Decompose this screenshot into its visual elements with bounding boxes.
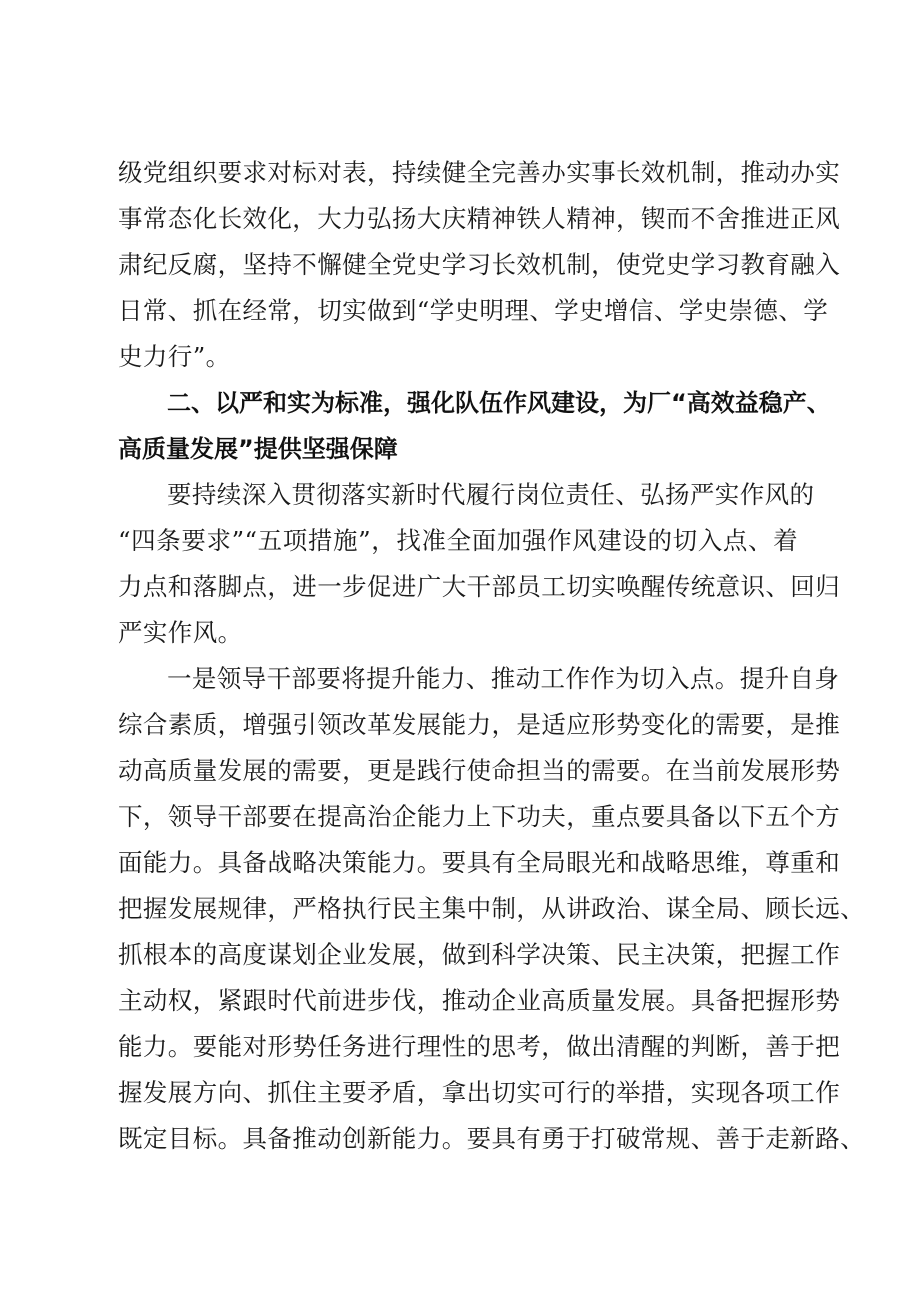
body-line: 既定目标。具备推动创新能力。要具有勇于打破常规、善于走新路、 [118, 1124, 865, 1153]
body-line: 抓根本的高度谋划企业发展，做到科学决策、民主决策，把握工作 [118, 940, 841, 969]
body-line: “四条要求”“五项措施”，找准全面加强作风建设的切入点、着 [118, 526, 798, 555]
body-line: 要持续深入贯彻落实新时代履行岗位责任、弘扬严实作风的 [167, 480, 815, 509]
body-line: 把握发展规律，严格执行民主集中制，从讲政治、谋全局、顾长远、 [118, 894, 865, 923]
body-line: 综合素质，增强引领改革发展能力，是适应形势变化的需要，是推 [118, 710, 841, 739]
body-line: 主动权，紧跟时代前进步伐，推动企业高质量发展。具备把握形势 [118, 986, 841, 1015]
body-line: 史力行”。 [118, 342, 231, 371]
body-line: 面能力。具备战略决策能力。要具有全局眼光和战略思维，尊重和 [118, 848, 841, 877]
body-line: 能力。要能对形势任务进行理性的思考，做出清醒的判断，善于把 [118, 1032, 841, 1061]
body-line: 力点和落脚点，进一步促进广大干部员工切实唤醒传统意识、回归 [118, 572, 841, 601]
section-heading-line: 高质量发展”提供坚强保障 [118, 435, 398, 463]
body-line: 严实作风。 [118, 618, 243, 647]
document-body [118, 150, 865, 1162]
body-line: 下，领导干部要在提高治企能力上下功夫，重点要具备以下五个方 [118, 802, 841, 831]
body-line: 级党组织要求对标对表，持续健全完善办实事长效机制，推动办实 [118, 158, 841, 187]
body-line: 一是领导干部要将提升能力、推动工作作为切入点。提升自身 [167, 664, 840, 693]
body-line: 事常态化长效化，大力弘扬大庆精神铁人精神，锲而不舍推进正风 [118, 204, 841, 233]
section-heading-line: 二、以严和实为标准，强化队伍作风建设，为厂“高效益稳产、 [167, 389, 831, 417]
body-line: 动高质量发展的需要，更是践行使命担当的需要。在当前发展形势 [118, 756, 841, 785]
body-line: 肃纪反腐，坚持不懈健全党史学习长效机制，使党史学习教育融入 [118, 250, 841, 279]
body-line: 握发展方向、抓住主要矛盾，拿出切实可行的举措，实现各项工作 [118, 1078, 841, 1107]
body-line: 日常、抓在经常，切实做到“学史明理、学史增信、学史崇德、学 [118, 296, 829, 325]
